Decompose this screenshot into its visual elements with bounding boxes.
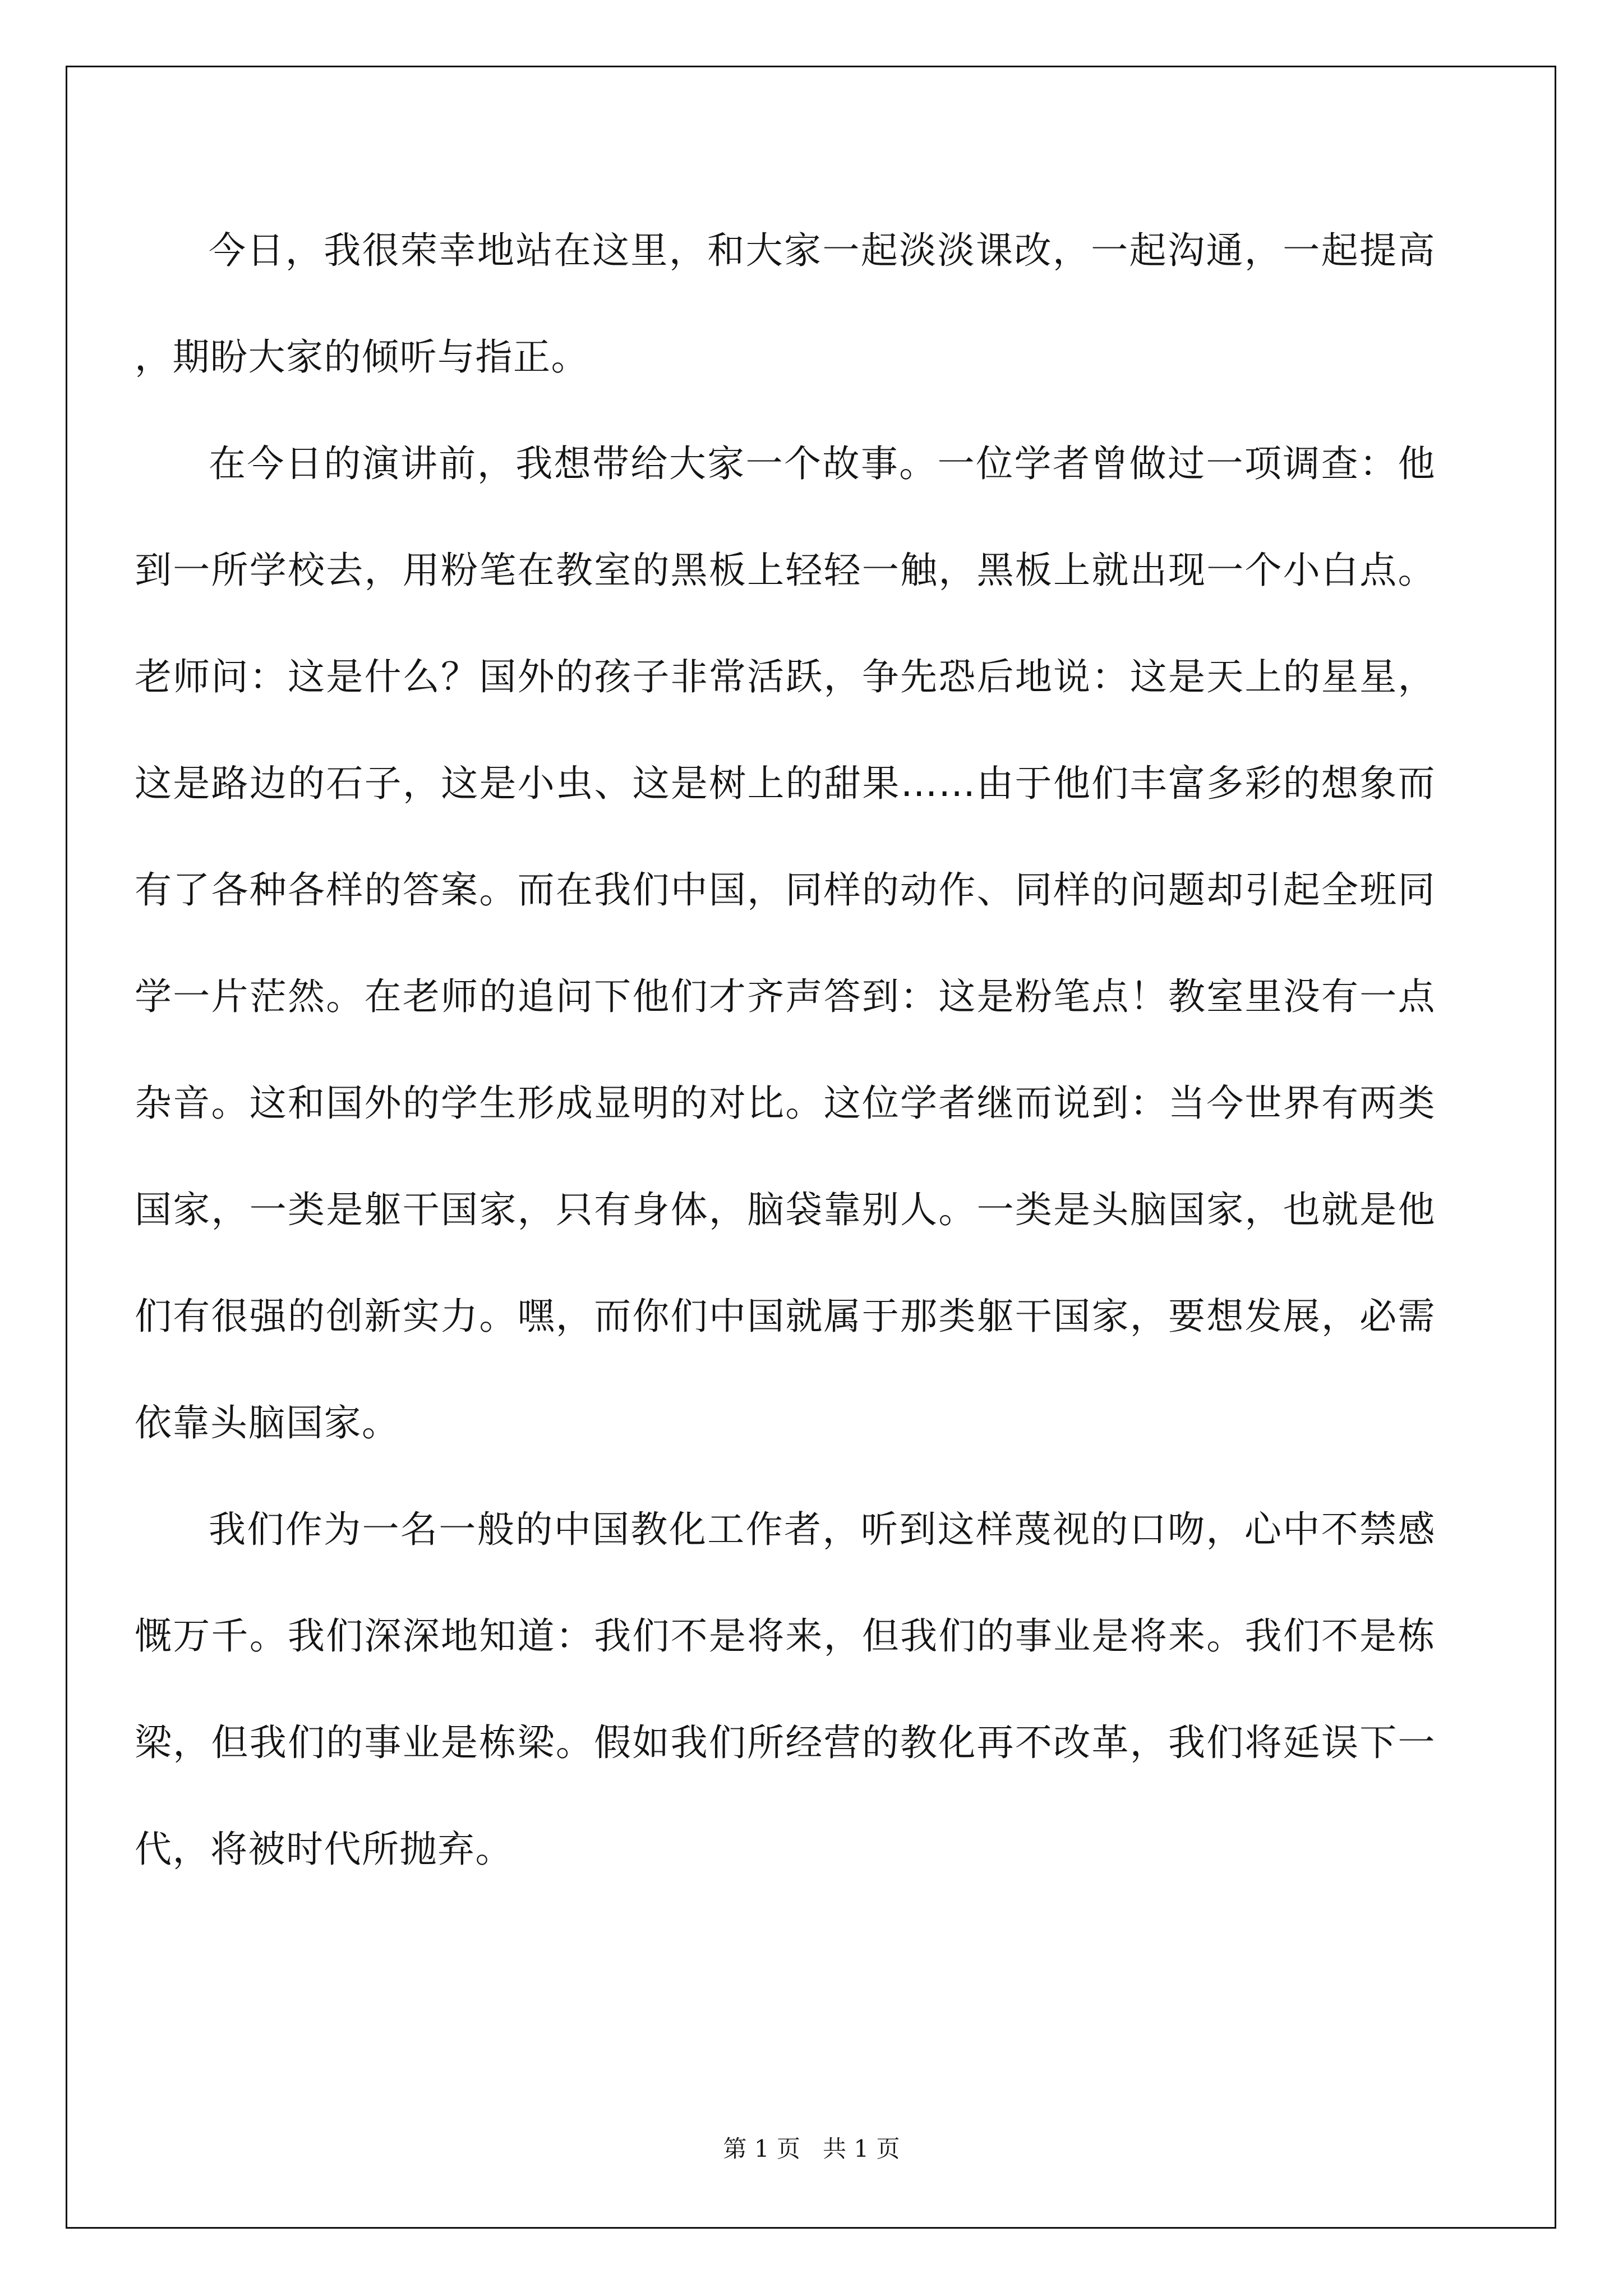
page-number-footer: 第 1 页 共 1 页: [723, 2135, 900, 2162]
document-body: [135, 197, 1436, 1903]
paragraph-story: 在今日的演讲前，我想带给大家一个故事。一位学者曾做过一项调查：他到一所学校去，用粉笔在教室的黑板上轻轻一触，黑板上就出现一个小白点。老师问：这是什么？国外的孩子非常活跃，争先恐后地说：这是天上的星星，这是路边的石子，这是小虫、这是树上的甜果……由于他们丰富多彩的想象而有了各种各样的答案。而在我们中国，同样的动作、同样的问题却引起全班同学一片茫然。在老师的追问下他们才齐声答到：这是粉笔点！教室里没有一点杂音。这和国外的学生形成显明的对比。这位学者继而说到：当今世界有两类国家，一类是躯干国家，只有身体，脑袋靠别人。一类是头脑国家，也就是他们有很强的创新实力。嘿，而你们中国就属于那类躯干国家，要想发展，必需依靠头脑国家。: [135, 442, 1436, 1444]
paragraph-intro: 今日，我很荣幸地站在这里，和大家一起淡淡课改，一起沟通，一起提高，期盼大家的倾听与指正。: [135, 229, 1436, 379]
paragraph-reflection: 我们作为一名一般的中国教化工作者，听到这样蔑视的口吻，心中不禁感慨万千。我们深深地知道：我们不是将来，但我们的事业是将来。我们不是栋梁，但我们的事业是栋梁。假如我们所经营的教化再不改革，我们将延误下一代，将被时代所抛弃。: [135, 1508, 1436, 1871]
